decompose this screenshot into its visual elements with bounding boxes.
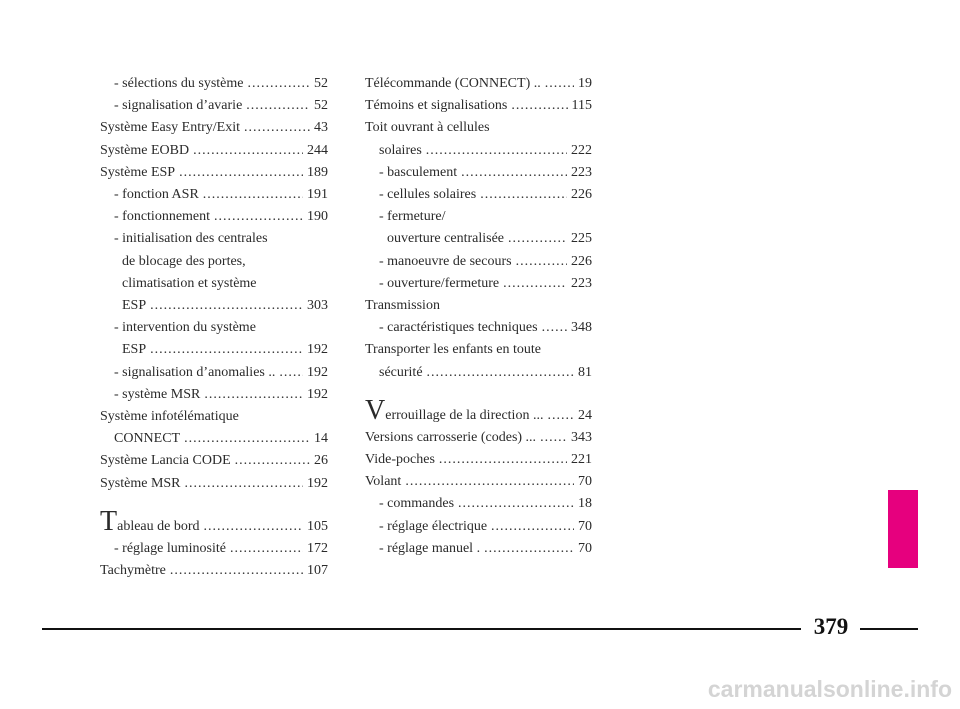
- index-entry-page: 52: [314, 76, 328, 91]
- index-entry-page: 43: [314, 120, 328, 136]
- index-entry-page: 70: [578, 518, 592, 534]
- index-entry: [100, 505, 328, 538]
- index-entry: [100, 295, 328, 317]
- index-entry-page: 192: [307, 364, 328, 380]
- dot-leader: [461, 162, 567, 184]
- dot-leader: [230, 538, 303, 560]
- dot-leader: [170, 560, 303, 582]
- index-entry: [365, 493, 592, 515]
- dot-leader: [244, 117, 310, 139]
- dot-leader: [458, 493, 574, 515]
- watermark-text: carmanualsonline.info: [707, 676, 952, 702]
- index-entry-label: - initialisation des centrales: [114, 231, 268, 247]
- dot-leader: [179, 162, 303, 184]
- index-entry-label: - cellules solaires: [379, 187, 477, 203]
- dot-leader: [491, 516, 574, 538]
- dot-leader: [480, 184, 567, 206]
- index-entry-label: - signalisation d’avarie: [114, 98, 243, 114]
- index-entry-label: - sélections du système: [114, 76, 244, 91]
- index-entry-label: - fermeture/: [379, 209, 446, 225]
- footer-rule-right: [860, 628, 918, 630]
- dot-leader: [516, 251, 567, 273]
- page-number: 379: [813, 614, 849, 639]
- index-entry-page: 222: [571, 142, 592, 158]
- index-entry-page: 191: [307, 187, 328, 203]
- index-entry-page: 223: [571, 164, 592, 180]
- index-entry: [365, 273, 592, 295]
- index-entry-page: 192: [307, 342, 328, 358]
- index-entry-label: - réglage luminosité: [114, 540, 226, 556]
- index-entry-label: - réglage électrique: [379, 518, 488, 534]
- dot-leader: [204, 384, 303, 406]
- index-entry: [365, 362, 592, 384]
- dot-leader: [511, 95, 567, 117]
- index-entry-label-rest: errouillage de la direction ...: [385, 407, 544, 423]
- index-entry-page: 192: [307, 475, 328, 491]
- index-entry: [100, 473, 328, 495]
- index-entry-label: Système Easy Entry/Exit: [100, 120, 240, 136]
- index-entry-page: 107: [307, 563, 328, 579]
- index-entry-label: Témoins et signalisations: [365, 98, 508, 114]
- dot-leader: [426, 140, 567, 162]
- dot-leader: [279, 362, 303, 384]
- dot-leader: [235, 450, 310, 472]
- index-entry: [100, 228, 328, 250]
- index-entry: [100, 117, 328, 139]
- index-entry: [100, 73, 328, 95]
- index-entry-page: 226: [571, 253, 592, 269]
- index-entry-page: 105: [307, 518, 328, 534]
- index-entry-label: Transmission: [365, 298, 440, 314]
- index-entry-page: 189: [307, 164, 328, 180]
- index-entry: [100, 184, 328, 206]
- index-entry-label: - ouverture/fermeture: [379, 275, 500, 291]
- index-entry-page: 303: [307, 298, 328, 314]
- index-entry-label: de blocage des portes,: [122, 253, 246, 269]
- dot-leader: [545, 73, 574, 95]
- index-entry-label: Système infotélématique: [100, 409, 239, 425]
- dot-leader: [508, 228, 567, 250]
- dot-leader: [185, 473, 303, 495]
- index-entry-label: Tachymètre: [100, 563, 166, 579]
- index-entry: [365, 162, 592, 184]
- index-entry-label: ESP: [122, 298, 147, 314]
- dot-leader: [214, 206, 303, 228]
- index-entry-label: - système MSR: [114, 386, 201, 402]
- index-entry: [365, 394, 592, 427]
- index-entry-page: 14: [314, 431, 328, 447]
- index-entry: [100, 560, 328, 582]
- index-entry-label: Système EOBD: [100, 142, 190, 158]
- index-entry-page: 244: [307, 142, 328, 158]
- index-entry: [100, 428, 328, 450]
- index-entry-page: 26: [314, 453, 328, 469]
- dot-leader: [193, 140, 303, 162]
- index-entry-label: Système MSR: [100, 475, 181, 491]
- index-entry: [100, 251, 328, 273]
- index-letter-initial: T: [100, 505, 118, 537]
- index-entry: [365, 95, 592, 117]
- index-entry-label: Volant: [365, 474, 402, 490]
- index-entry: [100, 450, 328, 472]
- index-entry-label: CONNECT: [114, 431, 181, 447]
- index-entry-page: 223: [571, 275, 592, 291]
- index-entry-label: Transporter les enfants en toute: [365, 342, 541, 358]
- index-entry: [365, 184, 592, 206]
- index-entry: [100, 95, 328, 117]
- index-entry-page: 24: [578, 407, 592, 423]
- index-entry: [365, 140, 592, 162]
- index-entry-label: solaires: [379, 142, 422, 158]
- section-gap: [365, 384, 592, 398]
- index-entry: [365, 206, 592, 228]
- index-entry-page: 18: [578, 496, 592, 512]
- section-tab-marker: [888, 490, 918, 568]
- index-entry: [365, 471, 592, 493]
- index-entry: [365, 449, 592, 471]
- index-entry-page: 225: [571, 231, 592, 247]
- dot-leader: [405, 471, 574, 493]
- index-entry-page: 221: [571, 452, 592, 468]
- index-entry-label: [100, 505, 200, 538]
- dot-leader: [427, 362, 574, 384]
- dot-leader: [540, 427, 567, 449]
- index-entry-page: 343: [571, 429, 592, 445]
- index-entry-label-rest: ableau de bord: [117, 518, 200, 534]
- index-entry-label: - fonctionnement: [114, 209, 211, 225]
- index-entry: [365, 538, 592, 560]
- index-entry-label: - signalisation d’anomalies ..: [114, 364, 276, 380]
- index-entry: [100, 162, 328, 184]
- index-entry-page: 226: [571, 187, 592, 203]
- dot-leader: [246, 95, 310, 117]
- index-entry: [100, 406, 328, 428]
- dot-leader: [503, 273, 567, 295]
- index-entry: [365, 317, 592, 339]
- index-entry: [365, 251, 592, 273]
- index-entry-page: 81: [578, 364, 592, 380]
- index-entry: [100, 384, 328, 406]
- index-entry-label: climatisation et système: [122, 275, 257, 291]
- dot-leader: [184, 428, 310, 450]
- index-column-left: [100, 73, 328, 582]
- index-entry: [100, 273, 328, 295]
- dot-leader: [547, 405, 574, 427]
- dot-leader: [203, 184, 303, 206]
- index-entry: [365, 516, 592, 538]
- index-entry-label: - fonction ASR: [114, 187, 199, 203]
- index-entry: [365, 295, 592, 317]
- index-entry-label: sécurité: [379, 364, 423, 380]
- index-entry: [100, 339, 328, 361]
- index-entry-page: 52: [314, 98, 328, 114]
- index-entry: [100, 206, 328, 228]
- dot-leader: [542, 317, 567, 339]
- index-entry-label: - réglage manuel .: [379, 540, 481, 556]
- index-entry-page: 70: [578, 474, 592, 490]
- index-entry-label: Système ESP: [100, 164, 176, 180]
- footer-rule-left: [42, 628, 801, 630]
- index-entry-label: Vide-poches: [365, 452, 435, 468]
- index-entry: [365, 228, 592, 250]
- index-entry-label: ESP: [122, 342, 147, 358]
- dot-leader: [150, 339, 303, 361]
- index-entry-page: 192: [307, 386, 328, 402]
- index-entry-page: 190: [307, 209, 328, 225]
- index-entry: [365, 117, 592, 139]
- index-entry-page: 19: [578, 76, 592, 91]
- index-entry: [365, 73, 592, 95]
- dot-leader: [439, 449, 567, 471]
- index-entry-label: Versions carrosserie (codes) ...: [365, 429, 537, 445]
- index-entry: [365, 427, 592, 449]
- index-entry: [100, 140, 328, 162]
- index-column-right: [365, 73, 592, 560]
- index-entry-label: - caractéristiques techniques: [379, 320, 538, 336]
- index-letter-initial: V: [365, 394, 386, 426]
- index-entry-label: ouverture centralisée: [387, 231, 504, 247]
- index-entry-label: - intervention du système: [114, 320, 256, 336]
- index-entry: [100, 317, 328, 339]
- dot-leader: [150, 295, 303, 317]
- index-entry: [365, 339, 592, 361]
- dot-leader: [484, 538, 574, 560]
- section-gap: [100, 495, 328, 509]
- dot-leader: [204, 516, 303, 538]
- index-entry-page: 70: [578, 540, 592, 556]
- index-entry: [100, 538, 328, 560]
- index-entry-label: - manoeuvre de secours: [379, 253, 512, 269]
- index-entry-label: - commandes: [379, 496, 455, 512]
- index-entry-label: Toit ouvrant à cellules: [365, 120, 490, 136]
- index-entry-label: Télécommande (CONNECT) ..: [365, 76, 541, 91]
- index-entry-page: 172: [307, 540, 328, 556]
- index-entry: [100, 362, 328, 384]
- index-entry-label: [365, 394, 544, 427]
- index-entry-page: 348: [571, 320, 592, 336]
- index-entry-page: 115: [571, 98, 592, 114]
- index-entry-label: - basculement: [379, 164, 458, 180]
- dot-leader: [247, 73, 310, 95]
- index-entry-label: Système Lancia CODE: [100, 453, 231, 469]
